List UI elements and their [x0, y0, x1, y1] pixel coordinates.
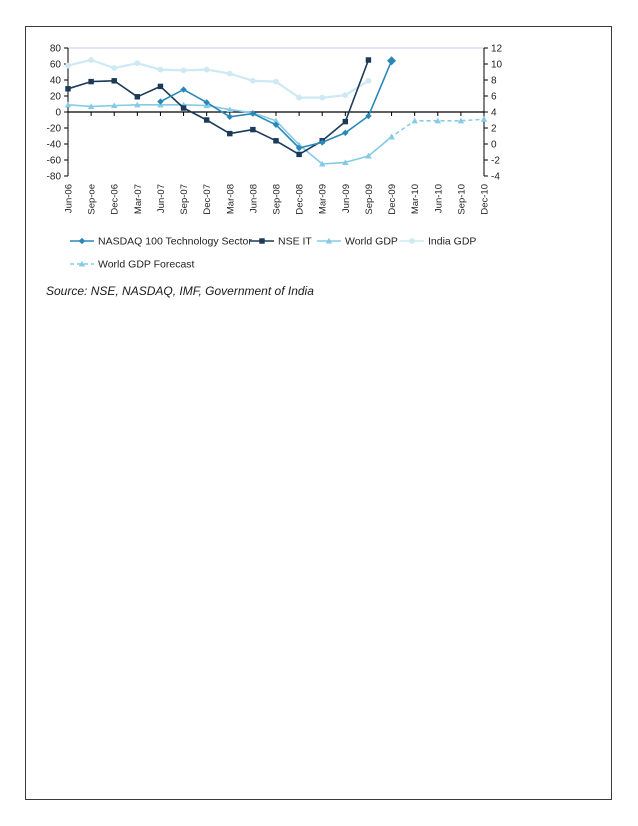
x-tick-label: Dec-06 — [109, 184, 121, 215]
data-point-india-gdp — [134, 60, 140, 66]
data-point-nse-it — [227, 131, 232, 136]
data-point-nasdaq-100-technology-sector — [250, 110, 256, 116]
y-right-tick-label: 8 — [491, 75, 497, 87]
x-tick-label: Jun-10 — [433, 184, 445, 214]
data-point-india-gdp — [88, 57, 94, 63]
x-tick-label: Dec-08 — [294, 184, 306, 215]
x-tick-label: Dec-09 — [387, 184, 399, 215]
data-point-india-gdp — [319, 95, 325, 101]
y-right-tick-label: 12 — [491, 43, 503, 55]
y-left-tick-label: -40 — [46, 139, 61, 151]
y-left-tick-label: 0 — [55, 107, 61, 119]
data-point-india-gdp — [111, 65, 117, 71]
data-point-india-gdp — [342, 92, 348, 98]
data-point-india-gdp — [227, 71, 233, 77]
x-tick-label: Sep-09 — [363, 184, 375, 215]
data-point-nse-it — [135, 94, 140, 99]
x-tick-label: Jun-06 — [63, 184, 75, 214]
y-left-tick-label: 20 — [49, 91, 61, 103]
data-point-world-gdp-forecast — [481, 116, 487, 122]
x-tick-label: Dec-10 — [479, 184, 491, 215]
legend-marker — [79, 238, 85, 244]
data-point-nse-it — [88, 79, 93, 84]
data-point-nse-it — [112, 78, 117, 83]
data-point-nse-it — [181, 105, 186, 110]
y-left-tick-label: -20 — [46, 123, 61, 135]
x-tick-label: Mar-09 — [317, 184, 329, 215]
data-point-world-gdp-forecast — [411, 118, 417, 124]
legend-label: NSE IT — [278, 235, 312, 248]
legend-marker — [259, 238, 264, 243]
line-chart — [30, 36, 510, 286]
y-right-tick-label: 10 — [491, 59, 503, 71]
y-left-tick-label: 80 — [49, 43, 61, 55]
y-left-tick-label: 60 — [49, 59, 61, 71]
data-point-nse-it — [273, 138, 278, 143]
x-tick-label: Sep-10 — [456, 184, 468, 215]
data-point-india-gdp — [158, 67, 164, 73]
x-tick-label: Sep-oe — [86, 184, 98, 215]
data-point-nse-it — [296, 152, 301, 157]
y-right-tick-label: 4 — [491, 107, 497, 119]
y-left-tick-label: -60 — [46, 155, 61, 167]
data-point-nse-it — [158, 84, 163, 89]
x-tick-label: Jun-07 — [155, 184, 167, 214]
data-point-india-gdp — [366, 78, 372, 84]
x-tick-label: Dec-07 — [202, 184, 214, 215]
legend-marker — [409, 238, 415, 244]
legend-label: World GDP Forecast — [98, 258, 195, 271]
data-point-india-gdp — [273, 79, 279, 85]
y-right-tick-label: -4 — [491, 171, 500, 183]
data-point-nasdaq-100-technology-sector — [387, 56, 396, 65]
data-point-nse-it — [250, 127, 255, 132]
data-point-world-gdp-forecast — [388, 134, 394, 140]
legend-label: India GDP — [428, 235, 477, 248]
x-tick-label: Mar-07 — [132, 184, 144, 215]
legend-layer — [70, 236, 476, 271]
legend-label: World GDP — [345, 235, 398, 248]
data-point-nse-it — [204, 117, 209, 122]
data-point-india-gdp — [181, 68, 187, 74]
x-tick-label: Jun-09 — [340, 184, 352, 214]
series-line-world-gdp-forecast — [368, 119, 484, 156]
data-point-india-gdp — [65, 63, 71, 69]
legend-label: NASDAQ 100 Technology Sector — [98, 235, 252, 248]
y-right-tick-label: 0 — [491, 139, 497, 151]
y-right-tick-label: 6 — [491, 91, 497, 103]
data-point-nasdaq-100-technology-sector — [180, 86, 186, 92]
data-point-nse-it — [343, 119, 348, 124]
y-right-tick-label: -2 — [491, 155, 500, 167]
x-tick-label: Mar-08 — [225, 184, 237, 215]
x-tick-label: Sep-08 — [271, 184, 283, 215]
x-tick-label: Mar-10 — [410, 184, 422, 215]
x-tick-label: Sep-07 — [179, 184, 191, 215]
data-point-nse-it — [366, 57, 371, 62]
source-note: Source: NSE, NASDAQ, IMF, Government of India — [46, 284, 314, 298]
data-point-india-gdp — [250, 78, 256, 84]
data-point-india-gdp — [204, 67, 210, 73]
y-left-tick-label: 40 — [49, 75, 61, 87]
data-point-nasdaq-100-technology-sector — [157, 98, 163, 104]
data-point-nse-it — [65, 86, 70, 91]
x-tick-label: Jun-08 — [248, 184, 260, 214]
y-right-tick-label: 2 — [491, 123, 497, 135]
data-point-india-gdp — [296, 95, 302, 101]
y-left-tick-label: -80 — [46, 171, 61, 183]
